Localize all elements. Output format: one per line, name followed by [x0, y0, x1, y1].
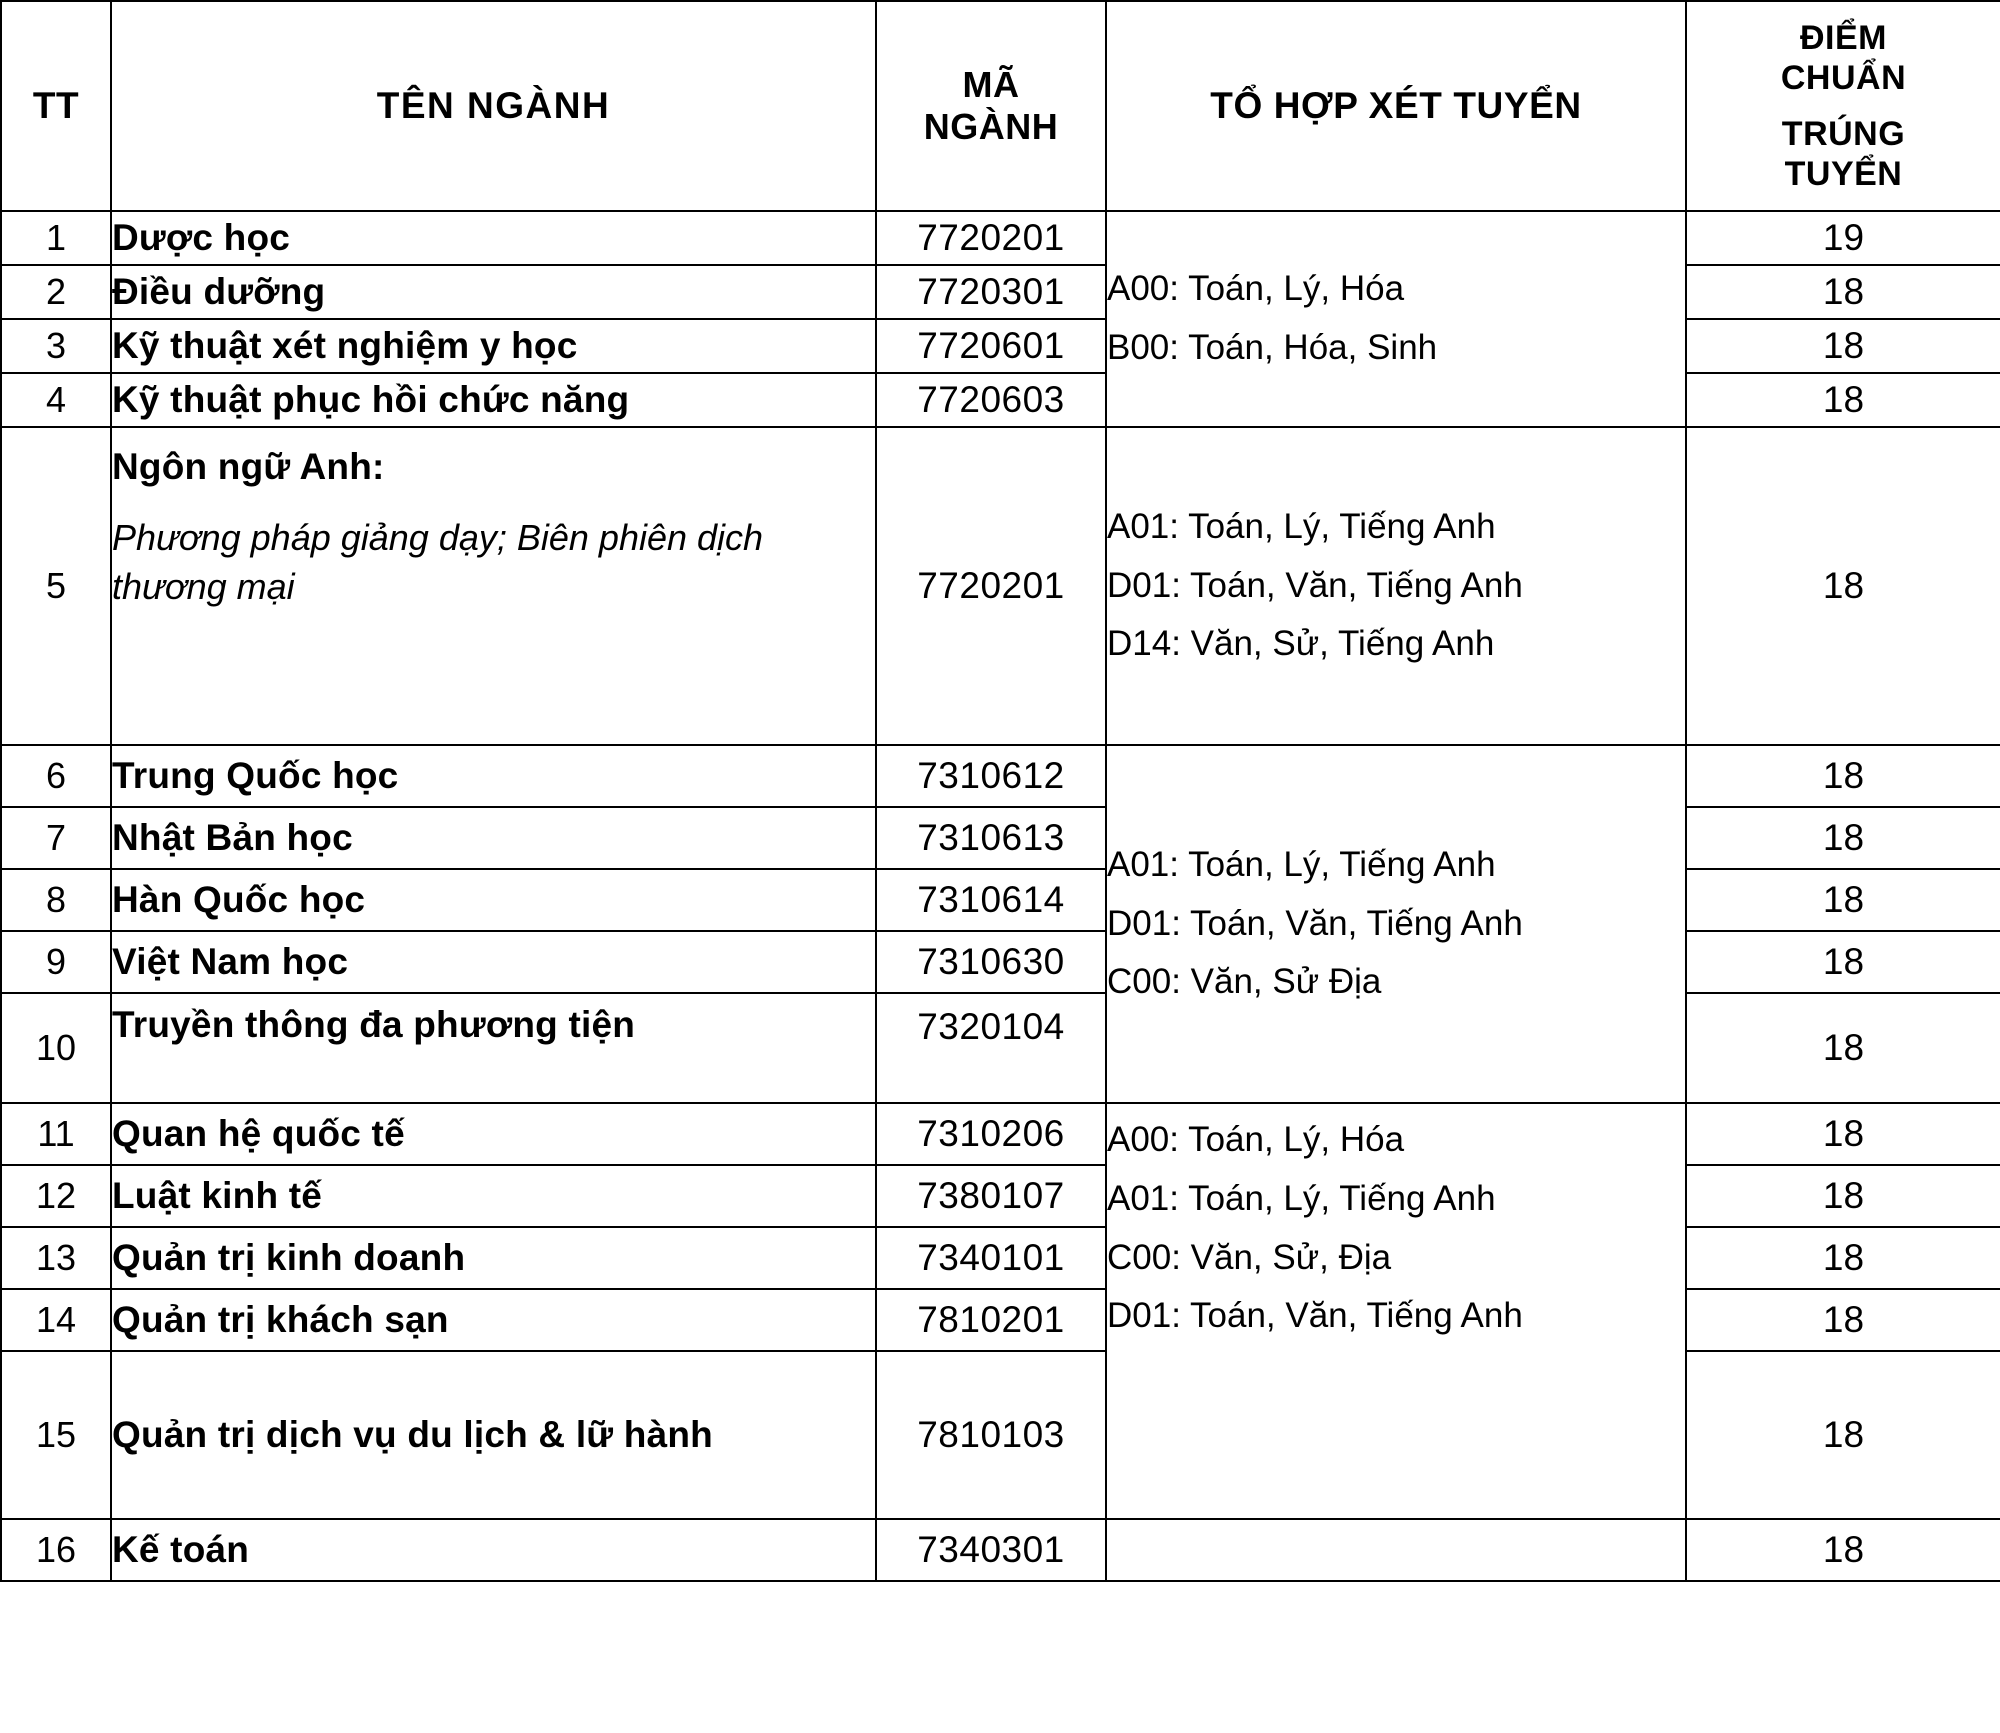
- major-name: Kỹ thuật xét nghiệm y học: [111, 319, 876, 373]
- row-index: 8: [1, 869, 111, 931]
- row-index: 4: [1, 373, 111, 427]
- combination-line: C00: Văn, Sử Địa: [1107, 962, 1382, 1002]
- major-code: 7340101: [876, 1227, 1106, 1289]
- table-header: [1, 1, 2000, 211]
- major-code: 7720301: [876, 265, 1106, 319]
- benchmark-score: 18: [1686, 1519, 2000, 1581]
- column-header-major-code: [876, 1, 1106, 211]
- table-row: [1, 265, 2000, 319]
- row-index: 16: [1, 1519, 111, 1581]
- combination-line: A01: Toán, Lý, Tiếng Anh: [1107, 844, 1496, 884]
- subject-combination-group-16: [1106, 1519, 1686, 1581]
- row-index: 6: [1, 745, 111, 807]
- column-header-benchmark-line1: ĐIỂM: [1800, 18, 1887, 57]
- combination-line: A00: Toán, Lý, Hóa: [1107, 269, 1405, 309]
- benchmark-score: 18: [1686, 807, 2000, 869]
- benchmark-score: 18: [1686, 931, 2000, 993]
- major-code: 7310206: [876, 1103, 1106, 1165]
- row-index: 3: [1, 319, 111, 373]
- benchmark-score: 19: [1686, 211, 2000, 265]
- major-name: Quản trị khách sạn: [111, 1289, 876, 1351]
- column-header-major-code-line1: MÃ: [962, 63, 1020, 105]
- table-row: [1, 211, 2000, 265]
- benchmark-score: 18: [1686, 1289, 2000, 1351]
- benchmark-score: 18: [1686, 427, 2000, 745]
- table-row: [1, 1103, 2000, 1165]
- table-row: [1, 1165, 2000, 1227]
- table-row: [1, 427, 2000, 745]
- major-code: 7310630: [876, 931, 1106, 993]
- major-name: Trung Quốc học: [111, 745, 876, 807]
- major-name: Quan hệ quốc tế: [111, 1103, 876, 1165]
- major-name: Ngôn ngữ Anh:: [112, 446, 385, 487]
- combination-line: D01: Toán, Văn, Tiếng Anh: [1107, 903, 1523, 943]
- benchmark-score: 18: [1686, 1103, 2000, 1165]
- column-header-subject-combination: TỔ HỢP XÉT TUYỂN: [1106, 1, 1686, 211]
- column-header-tt: TT: [1, 1, 111, 211]
- major-code: 7380107: [876, 1165, 1106, 1227]
- major-name: Quản trị dịch vụ du lịch & lữ hành: [111, 1351, 876, 1519]
- row-index: 2: [1, 265, 111, 319]
- benchmark-score: 18: [1686, 745, 2000, 807]
- major-code: 7310612: [876, 745, 1106, 807]
- major-name: Hàn Quốc học: [111, 869, 876, 931]
- combination-line: A01: Toán, Lý, Tiếng Anh: [1107, 506, 1496, 546]
- row-index: 15: [1, 1351, 111, 1519]
- major-name: Quản trị kinh doanh: [111, 1227, 876, 1289]
- major-name: Kỹ thuật phục hồi chức năng: [111, 373, 876, 427]
- combination-line: C00: Văn, Sử, Địa: [1107, 1237, 1392, 1277]
- header-row: [1, 1, 2000, 211]
- subject-combination-group-1-4: [1106, 211, 1686, 427]
- row-index: 10: [1, 993, 111, 1103]
- major-name: Việt Nam học: [111, 931, 876, 993]
- column-header-major-code-line2: NGÀNH: [923, 106, 1059, 147]
- major-code: 7720603: [876, 373, 1106, 427]
- major-code: 7810201: [876, 1289, 1106, 1351]
- column-header-benchmark-spacer: [1687, 98, 2000, 114]
- row-index: 9: [1, 931, 111, 993]
- combination-line: B00: Toán, Hóa, Sinh: [1107, 328, 1438, 367]
- major-code: 7320104: [876, 993, 1106, 1103]
- combination-line: D14: Văn, Sử, Tiếng Anh: [1107, 624, 1495, 664]
- row-index: 1: [1, 211, 111, 265]
- major-code: 7310614: [876, 869, 1106, 931]
- major-name: Nhật Bản học: [111, 807, 876, 869]
- combination-line: A01: Toán, Lý, Tiếng Anh: [1107, 1178, 1496, 1218]
- major-name-block: [111, 427, 876, 745]
- benchmark-score: 18: [1686, 1351, 2000, 1519]
- row-index: 13: [1, 1227, 111, 1289]
- row-index: 11: [1, 1103, 111, 1165]
- major-code: 7340301: [876, 1519, 1106, 1581]
- benchmark-score: 18: [1686, 373, 2000, 427]
- table-row: [1, 1227, 2000, 1289]
- row-index: 12: [1, 1165, 111, 1227]
- table-row: [1, 373, 2000, 427]
- benchmark-score: 18: [1686, 1227, 2000, 1289]
- table-body: [1, 211, 2000, 1581]
- combination-line: D01: Toán, Văn, Tiếng Anh: [1107, 565, 1523, 605]
- major-name: Kế toán: [111, 1519, 876, 1581]
- major-name: Dược học: [111, 211, 876, 265]
- subject-combination-group-5: [1106, 427, 1686, 745]
- table-row: [1, 931, 2000, 993]
- subject-combination-group-11-15: [1106, 1103, 1686, 1519]
- major-code: 7720601: [876, 319, 1106, 373]
- major-code: 7310613: [876, 807, 1106, 869]
- major-name: Luật kinh tế: [111, 1165, 876, 1227]
- benchmark-score: 18: [1686, 993, 2000, 1103]
- major-code: 7720201: [876, 427, 1106, 745]
- column-header-benchmark-line2: CHUẨN: [1780, 58, 1907, 97]
- column-header-benchmark-score: [1686, 1, 2000, 211]
- combination-line: D01: Toán, Văn, Tiếng Anh: [1107, 1296, 1523, 1336]
- table-row: [1, 1351, 2000, 1519]
- subject-combination-group-6-10: [1106, 745, 1686, 1103]
- major-name: Truyền thông đa phương tiện: [111, 993, 876, 1103]
- table-row: [1, 319, 2000, 373]
- combination-line: A00: Toán, Lý, Hóa: [1107, 1120, 1405, 1159]
- table-row: [1, 993, 2000, 1103]
- table-row: [1, 1519, 2000, 1581]
- benchmark-score: 18: [1686, 319, 2000, 373]
- column-header-benchmark-line3: TRÚNG: [1781, 115, 1906, 153]
- major-name: Điều dưỡng: [111, 265, 876, 319]
- benchmark-score: 18: [1686, 1165, 2000, 1227]
- major-name-subtitle: Phương pháp giảng dạy; Biên phiên dịch thương mại: [112, 517, 764, 607]
- major-code: 7720201: [876, 211, 1106, 265]
- row-index: 14: [1, 1289, 111, 1351]
- column-header-major-name: TÊN NGÀNH: [111, 1, 876, 211]
- row-index: 5: [1, 427, 111, 745]
- table-row: [1, 807, 2000, 869]
- major-code: 7810103: [876, 1351, 1106, 1519]
- column-header-benchmark-line4: TUYỂN: [1784, 155, 1903, 194]
- table-row: [1, 745, 2000, 807]
- benchmark-score: 18: [1686, 869, 2000, 931]
- table-row: [1, 1289, 2000, 1351]
- table-row: [1, 869, 2000, 931]
- row-index: 7: [1, 807, 111, 869]
- benchmark-score: 18: [1686, 265, 2000, 319]
